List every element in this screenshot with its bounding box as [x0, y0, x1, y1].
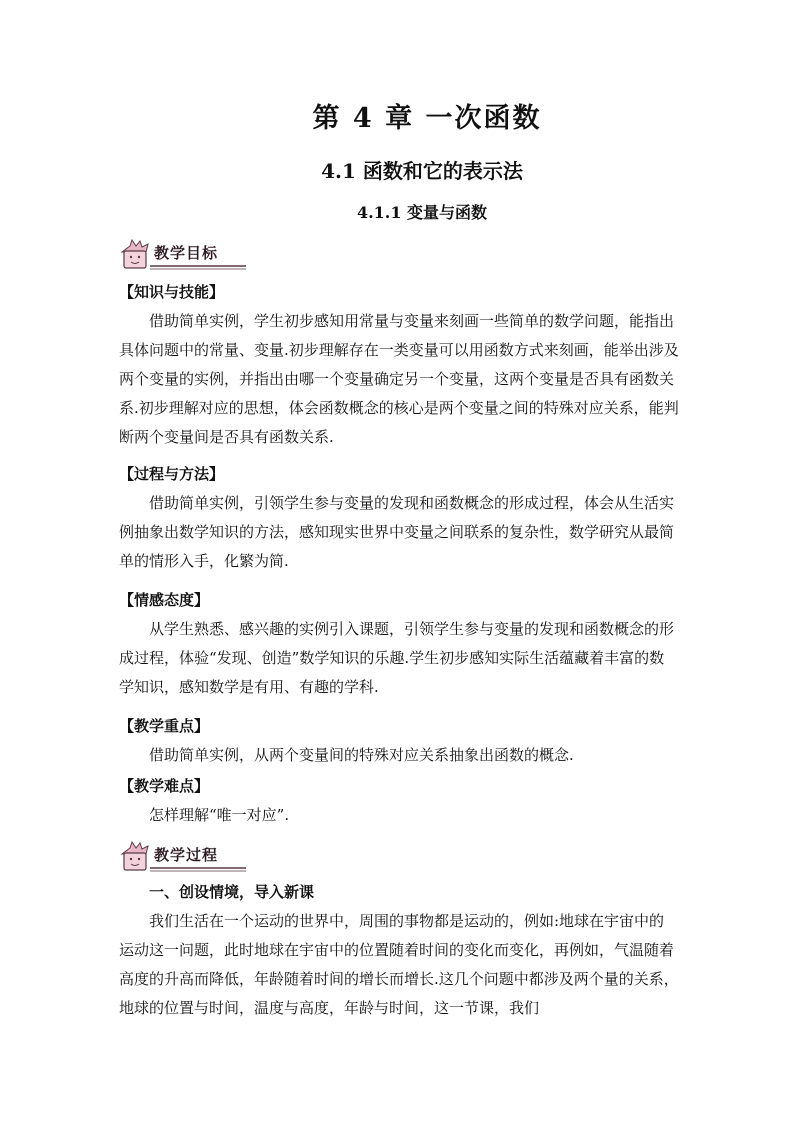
step1-heading: 一、创设情境，导入新课: [149, 883, 315, 901]
chapter-title: 第 4 章 一次函数: [312, 103, 542, 134]
step1-paragraph: 我们生活在一个运动的世界中，周围的事物都是运动的，例如:地球在宇宙中的运动这一问题，此时地球在宇宙中的位置随着时间的变化而变化，再例如，气温随着高度的升高而降低，年龄随着时间的增长而增长.这几个问题中都涉及两个量的关系，地球的位置与时间，温度与高度，年龄与时间，这一节课，我们: [119, 912, 679, 1017]
section-title: 4.1 函数和它的表示法: [321, 159, 523, 183]
key-point-paragraph: 借助简单实例，从两个变量间的特殊对应关系抽象出函数的概念.: [149, 746, 574, 764]
banner-label: 教学过程: [154, 846, 219, 864]
difficulty-paragraph: 怎样理解“唯一对应”.: [149, 806, 290, 824]
key-point-heading: 【教学重点】: [119, 717, 210, 735]
subsection-title: 4.1.1 变量与函数: [356, 203, 488, 222]
attitude-paragraph: 从学生熟悉、感兴趣的实例引入课题，引领学生参与变量的发现和函数概念的形成过程，体验“发现、创造”数学知识的乐趣.学生初步感知实际生活蕴藏着丰富的数学知识，感知数学是有用、有趣的学科.: [119, 620, 675, 696]
banner-label: 教学目标: [154, 244, 219, 262]
difficulty-heading: 【教学难点】: [119, 777, 210, 795]
banner-teaching-process: [118, 840, 248, 872]
process-paragraph: 借助简单实例，引领学生参与变量的发现和函数概念的形成过程，体会从生活实例抽象出数学知识的方法，感知现实世界中变量之间联系的复杂性，数学研究从最简单的情形入手，化繁为简.: [119, 494, 675, 570]
attitude-heading: 【情感态度】: [119, 591, 210, 609]
process-heading: 【过程与方法】: [119, 465, 225, 483]
banner-teaching-goals: [118, 238, 248, 270]
knowledge-heading: 【知识与技能】: [119, 283, 225, 301]
knowledge-paragraph: 借助简单实例，学生初步感知用常量与变量来刻画一些简单的数学问题，能指出具体问题中的常量、变量.初步理解存在一类变量可以用函数方式来刻画，能举出涉及两个变量的实例，并指出由哪一个变量确定另一个变量，这两个变量是否具有函数关系.初步理解对应的思想，体会函数概念的核心是两个变量之间的特殊对应关系，能判断两个变量间是否具有函数关系.: [119, 312, 679, 446]
